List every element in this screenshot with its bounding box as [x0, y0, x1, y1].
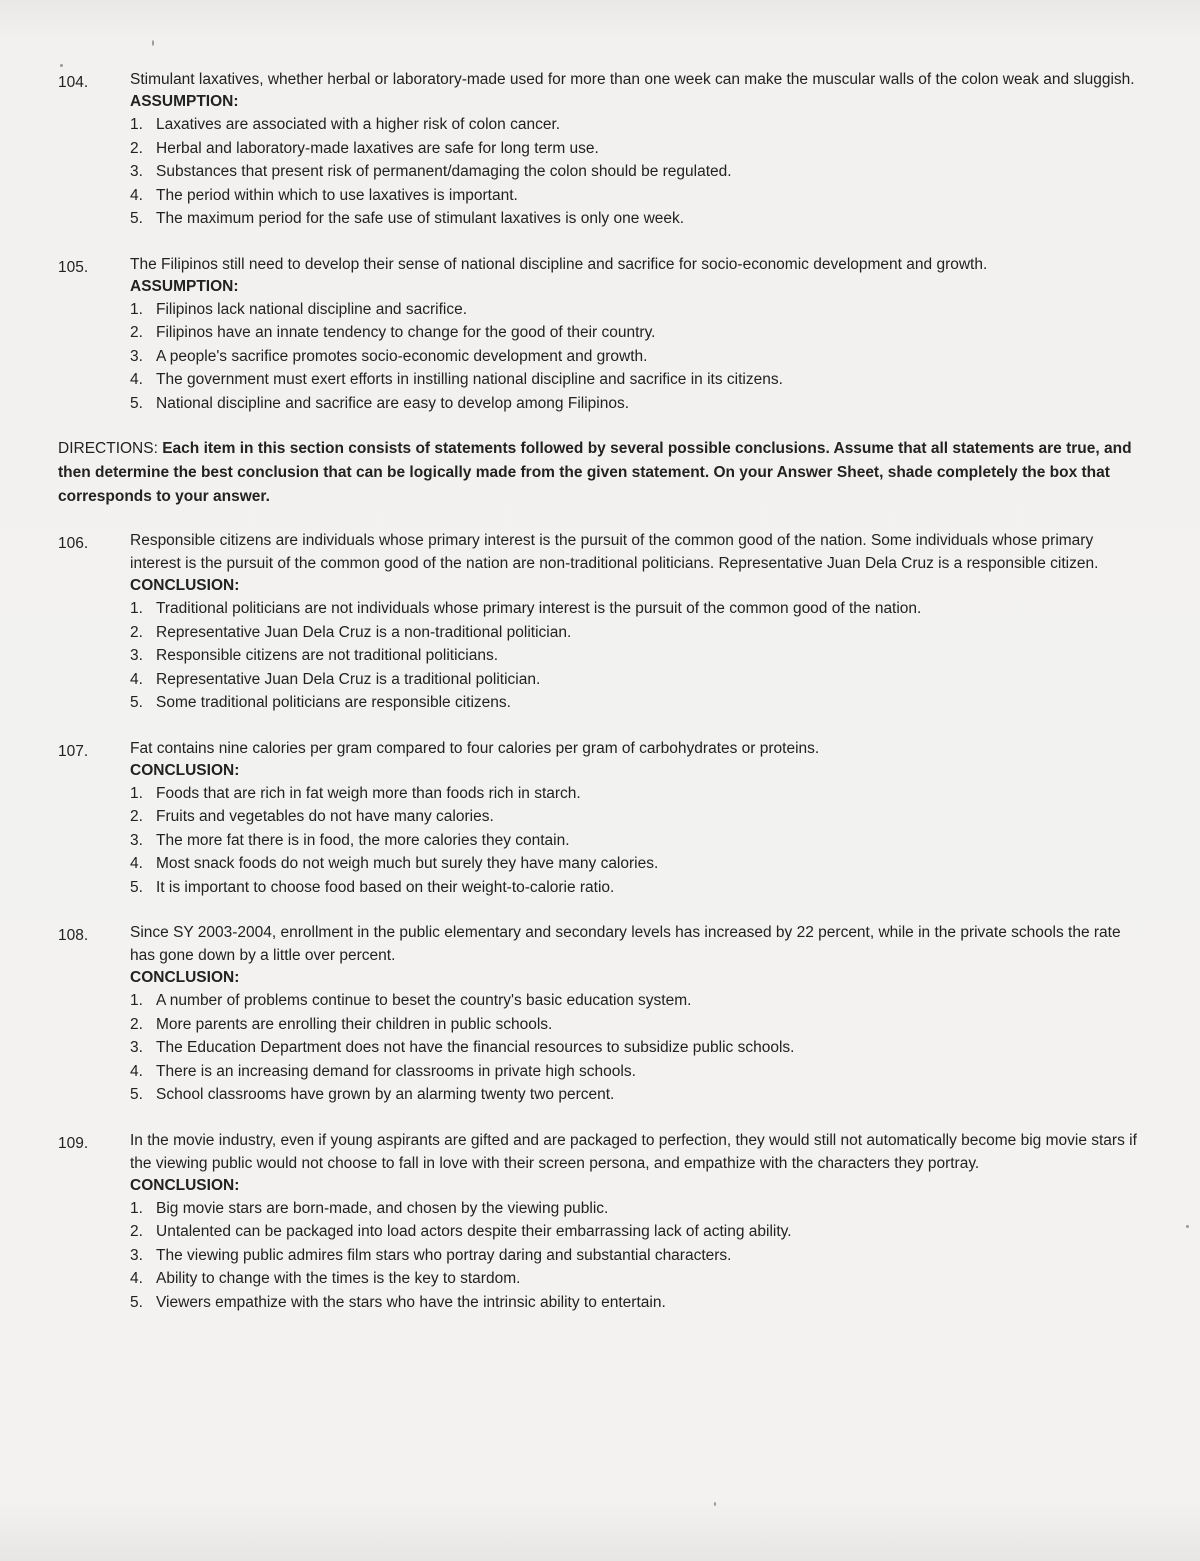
option-text: Substances that present risk of permanent/damaging the colon should be regulated. [156, 163, 732, 180]
option-text: Traditional politicians are not individuals whose primary interest is the pursuit of the common good of the nation. [156, 600, 922, 617]
item-statement: Responsible citizens are individuals whose primary interest is the pursuit of the common good of the nation. Some individuals whose primary interest is the pursuit of the common good of the nation are non-traditional politicians. Representative Juan Dela Cruz is a responsible citizen. [130, 532, 1099, 572]
option-text: Viewers empathize with the stars who have the intrinsic ability to entertain. [156, 1293, 666, 1311]
directions-text: Each item in this section consists of statements followed by several possible conclusions. Assume that all statements are true, and then determine the best conclusion that can be logically made from the given statement. On your Answer Sheet, shade completely the box that corresponds to your answer. [58, 440, 1132, 505]
option-number: 5. [130, 1086, 143, 1103]
item-label: ASSUMPTION: [130, 277, 239, 295]
option-text: Representative Juan Dela Cruz is a non-traditional politician. [156, 623, 572, 641]
scan-speck [152, 40, 154, 46]
option-item [130, 392, 1148, 416]
question-item [58, 68, 1148, 231]
option-number: 5. [130, 1293, 143, 1311]
option-item [130, 782, 1148, 806]
assumption-section [58, 68, 1148, 415]
option-number: 4. [130, 1062, 143, 1080]
scan-speck [60, 64, 63, 67]
option-number: 1. [130, 784, 143, 802]
directions [58, 437, 1148, 509]
option-number: 4. [130, 1270, 143, 1287]
option-item [130, 1036, 1148, 1060]
option-item [130, 184, 1148, 208]
option-number: 2. [130, 808, 143, 825]
option-text: The more fat there is in food, the more calories they contain. [156, 831, 570, 849]
option-text: Herbal and laboratory-made laxatives are safe for long term use. [156, 139, 599, 157]
option-item [130, 668, 1148, 692]
directions-label: DIRECTIONS: [58, 440, 158, 457]
option-number: 1. [130, 116, 143, 133]
item-body [130, 68, 1148, 231]
option-text: Fruits and vegetables do not have many calories. [156, 808, 494, 825]
option-number: 3. [130, 831, 143, 849]
option-item [130, 989, 1148, 1013]
item-label: CONCLUSION: [130, 761, 240, 779]
option-text: A number of problems continue to beset the country's basic education system. [156, 992, 692, 1009]
option-number: 4. [130, 186, 143, 204]
scan-speck [1186, 1225, 1189, 1228]
option-text: Laxatives are associated with a higher risk of colon cancer. [156, 116, 561, 133]
option-text: Big movie stars are born-made, and chosen by the viewing public. [156, 1199, 609, 1217]
question-item [58, 737, 1148, 900]
option-number: 2. [130, 324, 143, 341]
option-number: 3. [130, 163, 143, 180]
option-item [130, 876, 1148, 900]
item-number: 109. [58, 1134, 89, 1152]
option-item [130, 644, 1148, 668]
option-number: 1. [130, 600, 143, 617]
option-text: The Education Department does not have the financial resources to subsidize public schools. [156, 1039, 795, 1056]
item-number: 107. [58, 742, 89, 760]
option-text: The viewing public admires film stars who portray daring and substantial characters. [156, 1246, 732, 1264]
item-number: 105. [58, 258, 89, 276]
option-item [130, 691, 1148, 715]
item-statement: In the movie industry, even if young aspirants are gifted and are packaged to perfection, they would still not automatically become big movie stars if the viewing public would not choose to fall in love with their screen persona, and empathize with the characters they portray. [130, 1131, 1137, 1172]
option-number: 1. [130, 992, 143, 1009]
option-list [130, 989, 1148, 1107]
option-text: A people's sacrifice promotes socio-economic development and growth. [156, 347, 648, 365]
item-body [130, 737, 1148, 900]
option-text: School classrooms have grown by an alarming twenty two percent. [156, 1086, 615, 1103]
item-label: CONCLUSION: [130, 969, 240, 986]
option-item [130, 321, 1148, 345]
option-list [130, 298, 1148, 416]
option-list [130, 597, 1148, 715]
item-statement: Stimulant laxatives, whether herbal or laboratory-made used for more than one week can make the muscular walls of the colon weak and sluggish. [130, 71, 1135, 88]
option-number: 4. [130, 855, 143, 872]
option-number: 2. [130, 1015, 143, 1033]
option-text: Most snack foods do not weigh much but surely they have many calories. [156, 855, 659, 872]
option-number: 3. [130, 347, 143, 365]
option-item [130, 1267, 1148, 1291]
option-number: 3. [130, 647, 143, 664]
item-body [130, 529, 1148, 715]
option-item [130, 1060, 1148, 1084]
option-text: Responsible citizens are not traditional politicians. [156, 647, 499, 664]
option-item [130, 597, 1148, 621]
item-statement: Fat contains nine calories per gram compared to four calories per gram of carbohydrates or proteins. [130, 739, 820, 757]
option-text: The period within which to use laxatives is important. [156, 186, 518, 204]
option-text: More parents are enrolling their children in public schools. [156, 1015, 553, 1033]
option-item [130, 1083, 1148, 1107]
option-text: Filipinos lack national discipline and sacrifice. [156, 300, 468, 318]
option-item [130, 137, 1148, 161]
item-label: CONCLUSION: [130, 1176, 240, 1194]
conclusion-section [58, 529, 1148, 1314]
question-item [58, 921, 1148, 1107]
scan-speck [714, 1502, 716, 1506]
option-number: 1. [130, 300, 143, 318]
option-item [130, 1291, 1148, 1315]
option-number: 1. [130, 1199, 143, 1217]
option-text: National discipline and sacrifice are easy to develop among Filipinos. [156, 394, 630, 412]
option-text: The maximum period for the safe use of stimulant laxatives is only one week. [156, 210, 685, 227]
option-number: 4. [130, 670, 143, 688]
option-item [130, 805, 1148, 829]
option-item [130, 368, 1148, 392]
option-text: Filipinos have an innate tendency to change for the good of their country. [156, 324, 656, 341]
option-number: 2. [130, 139, 143, 157]
item-body [130, 1129, 1148, 1315]
item-number: 104. [58, 74, 89, 91]
item-label: CONCLUSION: [130, 577, 240, 594]
option-text: Ability to change with the times is the key to stardom. [156, 1270, 521, 1287]
option-list [130, 782, 1148, 900]
option-number: 5. [130, 694, 143, 711]
option-number: 3. [130, 1246, 143, 1264]
option-item [130, 1244, 1148, 1268]
option-number: 3. [130, 1039, 143, 1056]
option-number: 4. [130, 371, 143, 388]
item-label: ASSUMPTION: [130, 93, 239, 110]
question-item [58, 529, 1148, 715]
option-item [130, 160, 1148, 184]
option-text: Representative Juan Dela Cruz is a traditional politician. [156, 670, 541, 688]
item-statement: The Filipinos still need to develop their sense of national discipline and sacrifice for socio-economic development and growth. [130, 255, 988, 273]
option-text: There is an increasing demand for classrooms in private high schools. [156, 1062, 636, 1080]
document-content [58, 68, 1148, 1336]
option-item [130, 298, 1148, 322]
option-number: 2. [130, 623, 143, 641]
option-item [130, 621, 1148, 645]
option-item [130, 852, 1148, 876]
option-text: The government must exert efforts in instilling national discipline and sacrifice in its citizens. [156, 371, 783, 388]
item-statement: Since SY 2003-2004, enrollment in the public elementary and secondary levels has increased by 22 percent, while in the private schools the rate has gone down by a little over percent. [130, 924, 1121, 964]
item-body [130, 253, 1148, 416]
item-number: 106. [58, 535, 89, 552]
option-item [130, 345, 1148, 369]
option-number: 5. [130, 878, 143, 896]
option-text: Untalented can be packaged into load actors despite their embarrassing lack of acting ability. [156, 1223, 792, 1240]
option-text: Some traditional politicians are responsible citizens. [156, 694, 511, 711]
option-item [130, 1013, 1148, 1037]
option-number: 2. [130, 1223, 143, 1240]
option-number: 5. [130, 210, 143, 227]
option-item [130, 1220, 1148, 1244]
question-item [58, 1129, 1148, 1315]
option-text: It is important to choose food based on their weight-to-calorie ratio. [156, 878, 615, 896]
item-body [130, 921, 1148, 1107]
option-list [130, 113, 1148, 231]
option-item [130, 207, 1148, 231]
option-number: 5. [130, 394, 143, 412]
option-item [130, 829, 1148, 853]
question-item [58, 253, 1148, 416]
option-text: Foods that are rich in fat weigh more than foods rich in starch. [156, 784, 581, 802]
item-number: 108. [58, 927, 89, 944]
option-list [130, 1197, 1148, 1315]
option-item [130, 1197, 1148, 1221]
option-item [130, 113, 1148, 137]
